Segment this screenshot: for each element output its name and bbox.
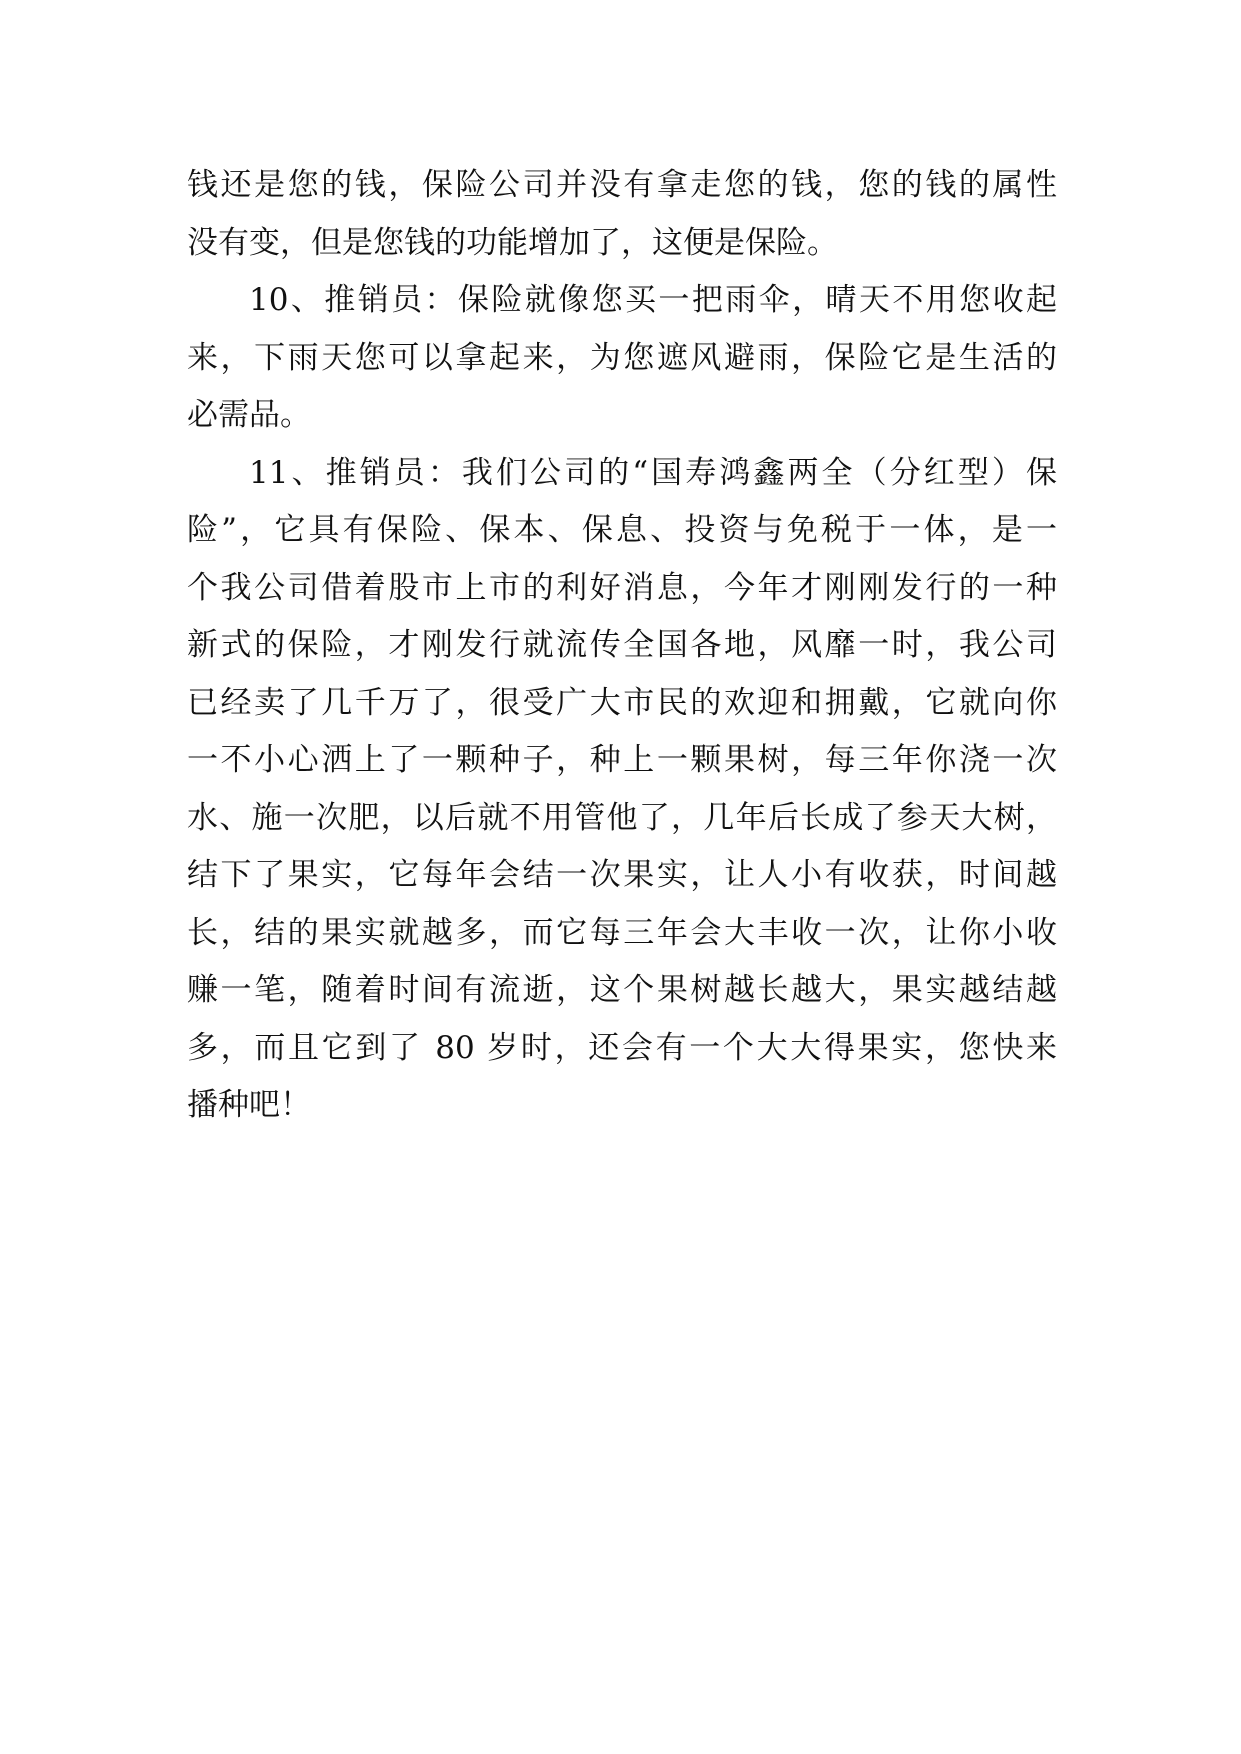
text-line: 个我公司借着股市上市的利好消息，今年才刚刚发行的一种 bbox=[187, 569, 1057, 606]
text-line: 结下了果实，它每年会结一次果实，让人小有收获，时间越 bbox=[187, 857, 1057, 893]
text-line: 必需品。 bbox=[187, 397, 311, 433]
text-line: 已经卖了几千万了，很受广大市民的欢迎和拥戴，它就向你 bbox=[187, 684, 1057, 721]
text-line: 10、推销员：保险就像您买一把雨伞，晴天不用您收起 bbox=[249, 282, 1057, 318]
text-line: 长，结的果实就越多，而它每三年会大丰收一次，让你小收 bbox=[187, 914, 1057, 951]
text-line: 来，下雨天您可以拿起来，为您遮风避雨，保险它是生活的 bbox=[187, 339, 1057, 376]
text-line: 新式的保险，才刚发行就流传全国各地，风靡一时，我公司 bbox=[187, 627, 1057, 663]
paragraph-11 bbox=[187, 445, 1057, 1135]
text-line: 一不小心洒上了一颗种子，种上一颗果树，每三年你浇一次 bbox=[187, 742, 1057, 778]
text-line: 钱还是您的钱，保险公司并没有拿走您的钱，您的钱的属性 bbox=[187, 167, 1057, 203]
body-text bbox=[187, 157, 1057, 1135]
text-line: 险”，它具有保险、保本、保息、投资与免税于一体，是一 bbox=[187, 512, 1057, 548]
text-line: 没有变，但是您钱的功能增加了，这便是保险。 bbox=[187, 224, 838, 261]
text-line: 11、推销员：我们公司的“国寿鸿鑫两全（分红型）保 bbox=[249, 454, 1057, 491]
paragraph-10 bbox=[187, 272, 1057, 445]
text-line: 多，而且它到了 80 岁时，还会有一个大大得果实，您快来 bbox=[187, 1029, 1057, 1066]
text-line: 水、施一次肥，以后就不用管他了，几年后长成了参天大树， bbox=[187, 799, 1057, 836]
text-line: 赚一笔，随着时间有流逝，这个果树越长越大，果实越结越 bbox=[187, 972, 1057, 1008]
text-line: 播种吧！ bbox=[187, 1087, 311, 1123]
paragraph-continued bbox=[187, 157, 1057, 272]
